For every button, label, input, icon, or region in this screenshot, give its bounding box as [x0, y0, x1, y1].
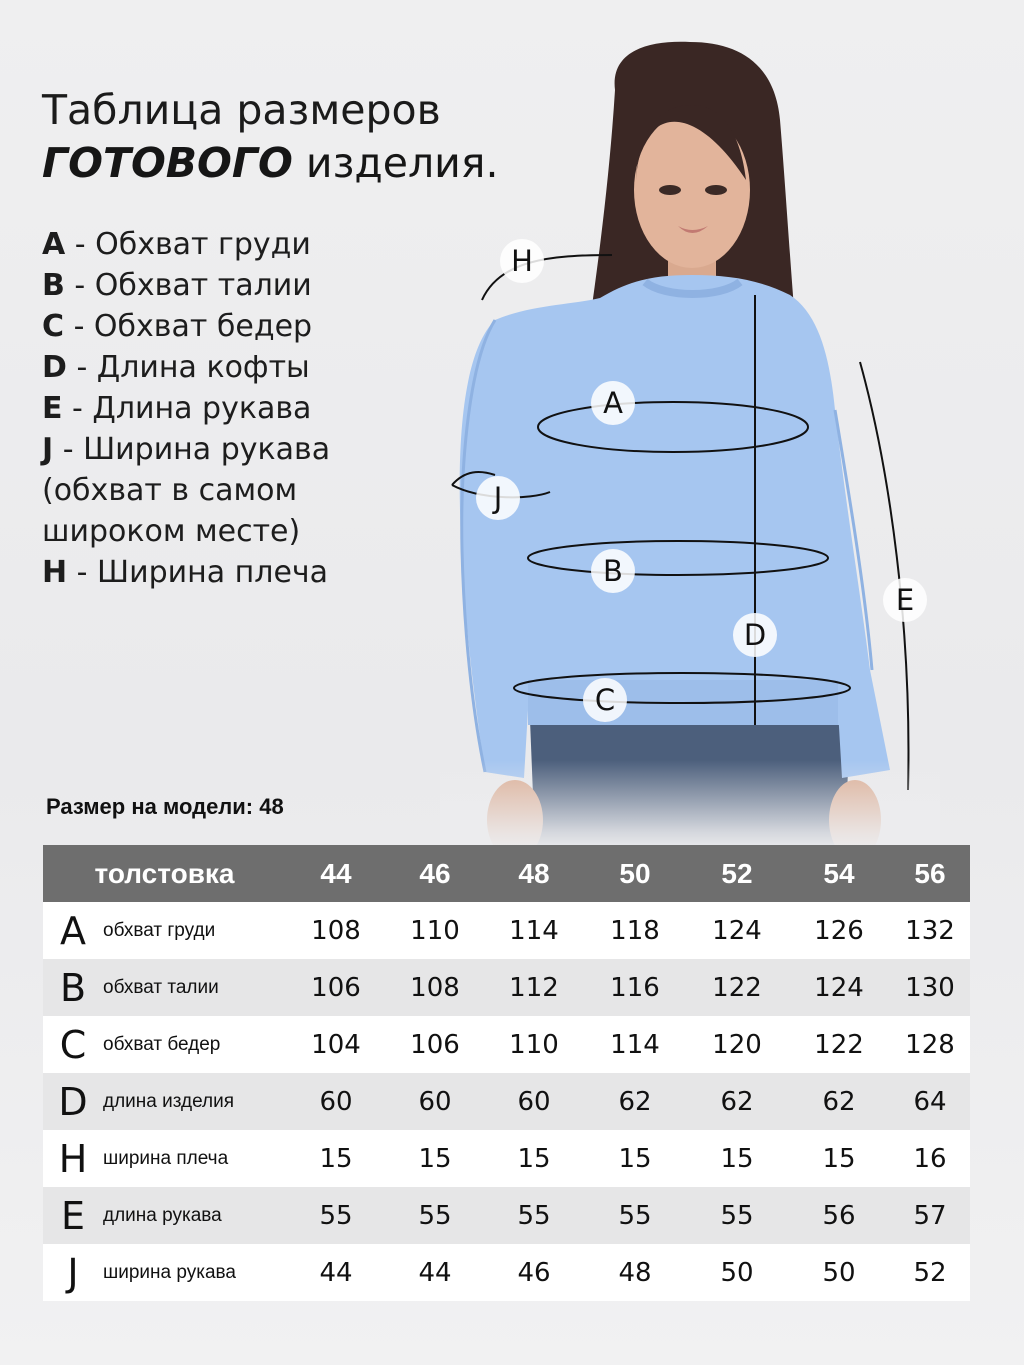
size-header: 44 [320, 857, 352, 889]
table-row [43, 1187, 970, 1244]
table-cell: 56 [822, 1200, 856, 1231]
size-header: 46 [419, 857, 451, 889]
table-cell: 55 [319, 1200, 353, 1231]
table-cell: 106 [311, 972, 361, 1003]
row-measurement-name: ширина плеча [103, 1147, 229, 1169]
legend-item-j-note-2: широком месте) [42, 514, 301, 549]
model-size-label: Размер на модели: 48 [46, 794, 284, 819]
table-cell: 60 [418, 1086, 452, 1117]
table-cell: 116 [610, 972, 660, 1003]
size-header: 52 [721, 857, 753, 889]
row-letter: J [67, 1250, 79, 1295]
size-header: 50 [619, 857, 651, 889]
table-cell: 55 [418, 1200, 452, 1231]
marker-b: B [591, 549, 635, 593]
row-measurement-name: ширина рукава [103, 1261, 236, 1283]
table-cell: 15 [618, 1143, 652, 1174]
table-cell: 122 [814, 1029, 864, 1060]
legend-item-a: A - Обхват груди [42, 227, 311, 262]
table-cell: 57 [913, 1200, 947, 1231]
table-cell: 110 [509, 1029, 559, 1060]
row-measurement-name: обхват груди [103, 919, 216, 941]
table-row [43, 1130, 970, 1187]
table-cell: 50 [720, 1257, 754, 1288]
table-cell: 62 [822, 1086, 856, 1117]
table-cell: 55 [517, 1200, 551, 1231]
row-measurement-name: обхват бедер [103, 1033, 221, 1055]
table-cell: 106 [410, 1029, 460, 1060]
table-row [43, 959, 970, 1016]
row-letter: C [59, 1022, 87, 1067]
model-figure [440, 30, 940, 845]
table-cell: 64 [913, 1086, 947, 1117]
table-cell: 44 [319, 1257, 353, 1288]
size-header: 54 [823, 857, 855, 889]
legend-item-j: J - Ширина рукава [42, 432, 331, 467]
table-cell: 15 [822, 1143, 856, 1174]
table-cell: 55 [720, 1200, 754, 1231]
table-cell: 15 [720, 1143, 754, 1174]
row-measurement-name: обхват талии [103, 976, 219, 998]
heading-rest: изделия. [292, 139, 499, 187]
table-cell: 126 [814, 915, 864, 946]
legend-item-d: D - Длина кофты [42, 350, 310, 385]
marker-e: E [883, 578, 927, 622]
measurement-legend [42, 224, 330, 593]
legend-item-b: B - Обхват талии [42, 268, 312, 303]
table-cell: 122 [712, 972, 762, 1003]
heading-line-2 [42, 136, 499, 190]
size-table [43, 845, 970, 1301]
size-chart-heading [42, 84, 499, 190]
table-cell: 44 [418, 1257, 452, 1288]
table-cell: 50 [822, 1257, 856, 1288]
table-title: толстовка [94, 857, 235, 889]
table-row [43, 1016, 970, 1073]
table-cell: 15 [418, 1143, 452, 1174]
table-cell: 112 [509, 972, 559, 1003]
table-cell: 124 [712, 915, 762, 946]
table-cell: 108 [410, 972, 460, 1003]
table-cell: 55 [618, 1200, 652, 1231]
table-cell: 108 [311, 915, 361, 946]
table-cell: 130 [905, 972, 955, 1003]
marker-d: D [733, 613, 777, 657]
table-cell: 110 [410, 915, 460, 946]
image-fade [440, 760, 940, 850]
heading-emphasis: ГОТОВОГО [42, 139, 293, 187]
size-header: 56 [914, 857, 946, 889]
table-cell: 48 [618, 1257, 652, 1288]
legend-item-h: H - Ширина плеча [42, 555, 329, 590]
row-letter: H [58, 1136, 88, 1181]
heading-line-1: Таблица размеров [42, 86, 441, 134]
marker-j: J [476, 476, 520, 520]
row-letter: D [58, 1079, 88, 1124]
model-illustration [440, 30, 940, 845]
table-cell: 15 [319, 1143, 353, 1174]
table-header [43, 845, 970, 902]
marker-c: C [583, 678, 627, 722]
table-cell: 118 [610, 915, 660, 946]
table-cell: 104 [311, 1029, 361, 1060]
table-cell: 62 [720, 1086, 754, 1117]
table-cell: 16 [913, 1143, 947, 1174]
marker-h: H [500, 239, 544, 283]
table-cell: 46 [517, 1257, 551, 1288]
row-letter: E [60, 1193, 85, 1238]
table-cell: 15 [517, 1143, 551, 1174]
row-measurement-name: длина рукава [103, 1204, 222, 1226]
table-cell: 62 [618, 1086, 652, 1117]
table-cell: 128 [905, 1029, 955, 1060]
table-row [43, 1073, 970, 1130]
table-cell: 114 [610, 1029, 660, 1060]
table-row [43, 902, 970, 959]
table-cell: 60 [517, 1086, 551, 1117]
size-header: 48 [518, 857, 550, 889]
table-row [43, 1244, 970, 1301]
row-letter: A [60, 908, 86, 953]
legend-item-e: E - Длина рукава [42, 391, 312, 426]
table-cell: 132 [905, 915, 955, 946]
table-cell: 124 [814, 972, 864, 1003]
table-body [43, 902, 970, 1301]
row-letter: B [59, 965, 87, 1010]
table-cell: 120 [712, 1029, 762, 1060]
legend-item-c: C - Обхват бедер [42, 309, 313, 344]
row-measurement-name: длина изделия [103, 1090, 235, 1112]
table-cell: 114 [509, 915, 559, 946]
table-cell: 52 [913, 1257, 947, 1288]
table-cell: 60 [319, 1086, 353, 1117]
marker-a: A [591, 381, 635, 425]
legend-item-j-note-1: (обхват в самом [42, 473, 298, 508]
